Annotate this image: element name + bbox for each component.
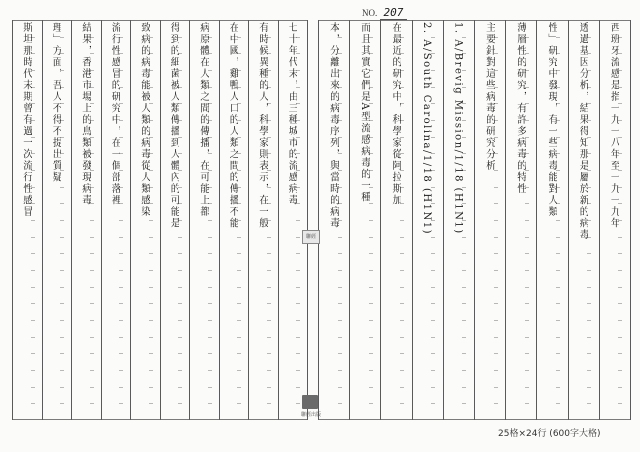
publisher-logo-mark xyxy=(302,395,318,409)
page-number-label: NO. xyxy=(362,8,378,18)
publisher-logo xyxy=(300,395,320,425)
grid-column-rule xyxy=(474,20,475,420)
manuscript-column-text: 而且其實它們是A型流感病毒的一種 xyxy=(358,22,370,204)
manuscript-column-text: 流行性感冒的研究中，在一個部落裡 xyxy=(109,22,121,206)
grid-column-rule xyxy=(12,20,13,420)
manuscript-column-text: 病原體在人類之間的傳播，在可能上都 xyxy=(197,22,209,218)
grid-column-rule xyxy=(599,20,600,420)
grid-column-rule xyxy=(189,20,190,420)
grid-column-rule xyxy=(412,20,413,420)
manuscript-column-text: 在中國，雞鴨人口的人類之間的傳播不能 xyxy=(227,22,239,229)
grid-column-rule xyxy=(42,20,43,420)
grid-spec-footer: 25格×24行 (600字大格) xyxy=(498,429,601,439)
manuscript-column-text: 斯坦那時代末期曾有過一次流行性感冒 xyxy=(20,22,32,218)
right-manuscript-grid xyxy=(318,20,630,420)
manuscript-column-text: 主要針對這些病毒的研究分析 xyxy=(483,22,495,172)
grid-column-rule xyxy=(568,20,569,420)
manuscript-column-text: 有時候異種的人，科學家則表示，在一般 xyxy=(256,22,268,229)
manuscript-column-text: 薄層性的研究，有許多病毒的特性 xyxy=(514,22,526,195)
manuscript-column-text: 在最近的研究中，科學家從阿拉斯加 xyxy=(390,22,401,206)
manuscript-column-text: 致病的病毒能被人類的病毒從人類感染 xyxy=(138,22,150,218)
grid-column-rule xyxy=(101,20,102,420)
manuscript-column-text: 本，分離出來的病毒序列，與當時的病毒 xyxy=(327,22,339,229)
grid-column-rule xyxy=(219,20,220,420)
manuscript-column-text: 性」研究中發現，有一些病毒能對人類 xyxy=(546,22,557,218)
manuscript-column-text: 1. A/Brevig Mission/1/18 (H1N1) xyxy=(452,22,464,235)
grid-column-rule xyxy=(160,20,161,420)
publisher-logo-text: 聯經出版 xyxy=(300,412,321,418)
binding-mark-text: 聯經 xyxy=(305,234,316,240)
manuscript-column-text: 結果，香港市場上的鳥類被發現病毒 xyxy=(79,22,91,206)
manuscript-column-text: 2. A/South Carolina/1/18 (H1N1) xyxy=(421,22,433,235)
binding-mark xyxy=(302,230,320,244)
grid-column-rule xyxy=(71,20,72,420)
grid-column-rule xyxy=(380,20,381,420)
grid-column-rule xyxy=(443,20,444,420)
grid-column-rule xyxy=(349,20,350,420)
page-number-value: 207 xyxy=(380,6,408,20)
page-number xyxy=(362,6,407,19)
grid-column-rule xyxy=(318,20,319,420)
manuscript-column-text: 西班牙流感是指一九一八年至一九一九年 xyxy=(608,22,620,229)
manuscript-column-text: 得到的細菌被人類傳播到人體內的可能是 xyxy=(168,22,180,229)
grid-column-rule xyxy=(536,20,537,420)
grid-column-rule xyxy=(505,20,506,420)
manuscript-column-text: 理」方面，吾人不得不提出質疑 xyxy=(50,22,62,183)
grid-column-rule xyxy=(630,20,631,420)
grid-column-rule xyxy=(248,20,249,420)
grid-column-rule xyxy=(130,20,131,420)
grid-column-rule xyxy=(278,20,279,420)
manuscript-column-text: 透過基因分析，結果得知那是屬於新的病毒 xyxy=(577,22,589,241)
manuscript-column-text: 七十年代末，由三種城市的流感病毒 xyxy=(286,22,298,206)
grid-column-rule xyxy=(307,20,308,420)
left-manuscript-grid xyxy=(12,20,307,420)
